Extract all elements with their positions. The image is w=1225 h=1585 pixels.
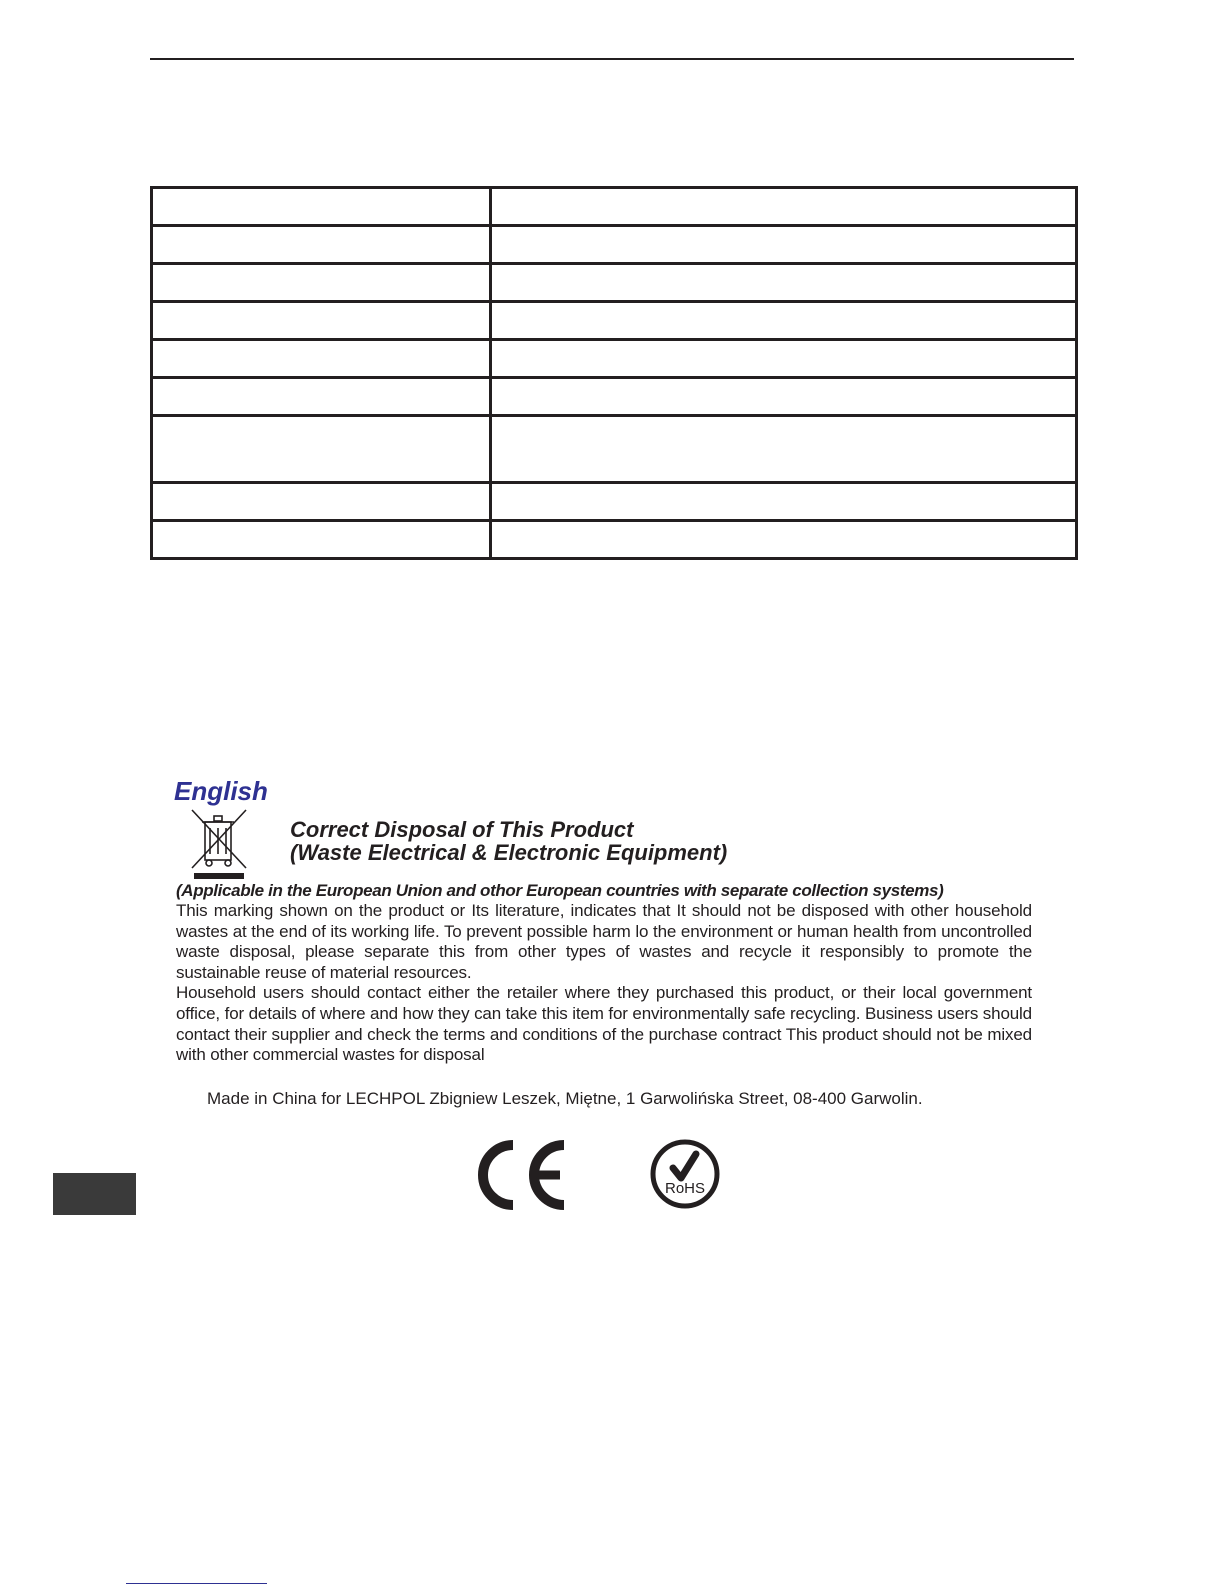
spec-label-cell — [152, 340, 491, 378]
spec-label-cell — [152, 521, 491, 559]
disposal-title-line1: Correct Disposal of This Product — [290, 817, 634, 842]
applicability-note: (Applicable in the European Union and othor European countries with separate collection systems) — [176, 881, 944, 900]
spec-value-cell — [491, 340, 1077, 378]
rohs-check-icon — [649, 1138, 721, 1210]
spec-value-cell — [491, 188, 1077, 226]
disposal-title — [290, 818, 727, 864]
table-row — [152, 483, 1077, 521]
spec-label-cell — [152, 416, 491, 483]
ce-mark-icon — [472, 1140, 568, 1210]
spec-label-cell — [152, 264, 491, 302]
header-rule — [150, 58, 1074, 60]
table-row — [152, 340, 1077, 378]
disposal-body — [176, 901, 1032, 1066]
crossed-out-wheelie-bin-icon — [188, 806, 250, 880]
spec-label-cell — [152, 188, 491, 226]
table-row — [152, 264, 1077, 302]
rohs-label: RoHS — [664, 1180, 706, 1197]
spec-value-cell — [491, 302, 1077, 340]
specifications-table — [150, 186, 1078, 560]
spec-value-cell — [491, 378, 1077, 416]
table-row — [152, 378, 1077, 416]
spec-label-cell — [152, 302, 491, 340]
disposal-paragraph-2: Household users should contact either the retailer where they purchased this product, or their local government office, for details of where and how they can take this item for environmentally safe recycling. Business users should contact their supplier and check the terms and conditions of the purchase contract This product should not be mixed with other commercial wastes for disposal — [176, 983, 1032, 1065]
language-heading: English — [174, 776, 268, 806]
spec-value-cell — [491, 226, 1077, 264]
spec-label-cell — [152, 226, 491, 264]
spec-value-cell — [491, 483, 1077, 521]
spec-value-cell — [491, 416, 1077, 483]
table-row — [152, 521, 1077, 559]
spec-value-cell — [491, 521, 1077, 559]
table-row — [152, 416, 1077, 483]
spec-label-cell — [152, 378, 491, 416]
disposal-paragraph-1: This marking shown on the product or Its literature, indicates that It should not be disposed with other household wastes at the end of its working life. To prevent possible harm lo the environment or human health from uncontrolled waste disposal, please separate this from other types of wastes and recycle it responsibly to promote the sustainable reuse of material resources. — [176, 901, 1032, 982]
disposal-title-line2: (Waste Electrical & Electronic Equipment) — [290, 840, 728, 865]
footer-rule — [126, 1583, 267, 1584]
table-row — [152, 188, 1077, 226]
table-row — [152, 302, 1077, 340]
spec-value-cell — [491, 264, 1077, 302]
manufacturer-line: Made in China for LECHPOL Zbigniew Leszek, Miętne, 1 Garwolińska Street, 08-400 Garwolin. — [207, 1089, 923, 1108]
table-row — [152, 226, 1077, 264]
spec-label-cell — [152, 483, 491, 521]
page-side-tab — [53, 1173, 136, 1215]
